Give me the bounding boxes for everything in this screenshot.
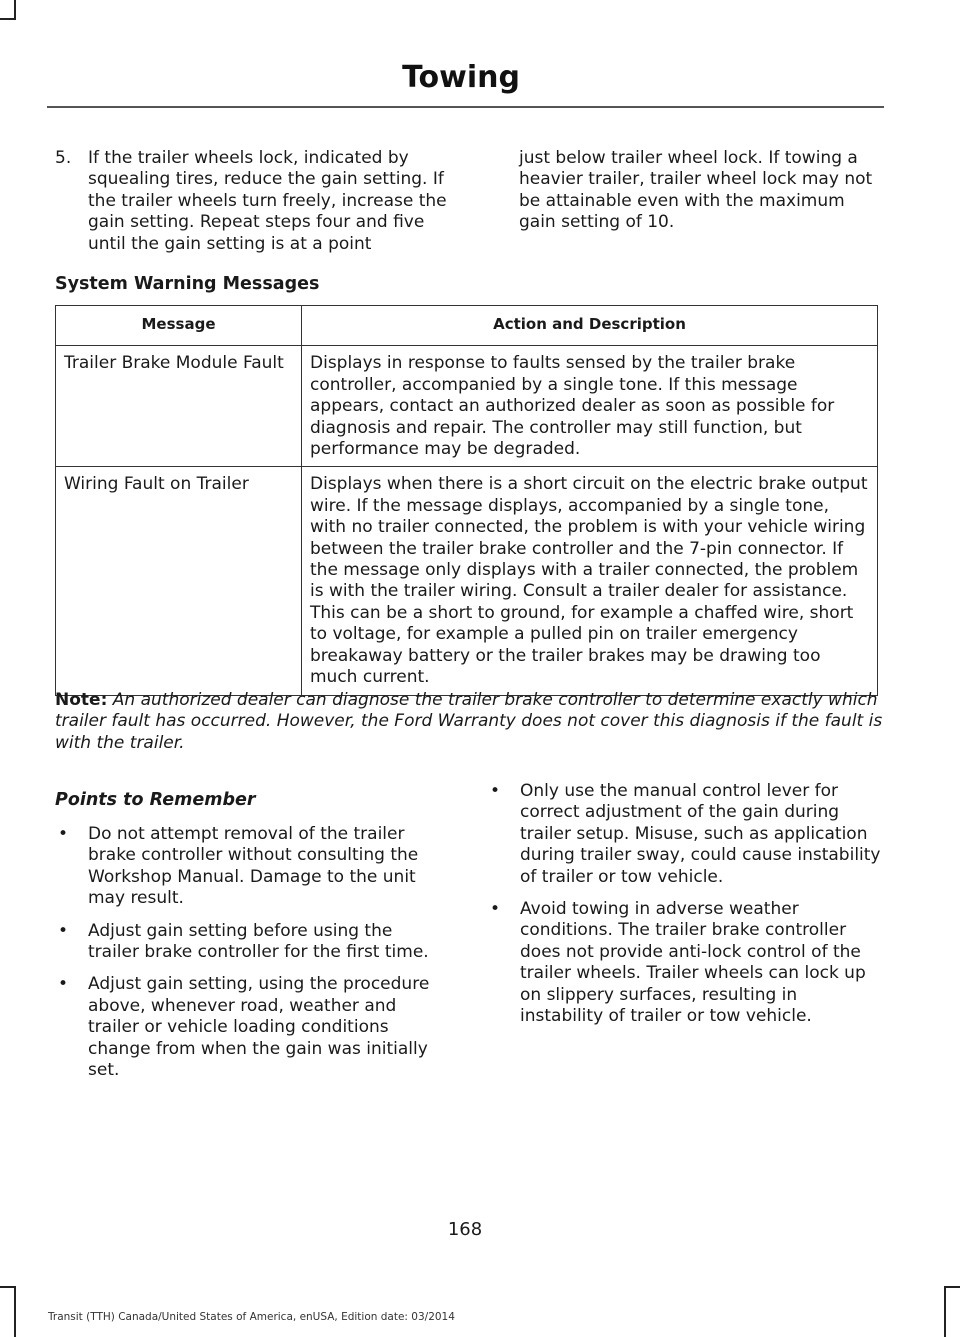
header-divider (47, 106, 884, 108)
description-cell: Displays in response to faults sensed by the trailer brake controller, accompanied by a single tone. If this message appears, contact an authorized dealer as soon as possible for diagnosis and repair. The controller may still function, but performance may be degraded. (302, 346, 878, 467)
list-item-text: Do not attempt removal of the trailer brake controller without consulting the Workshop Manual. Damage to the unit may result. (88, 824, 419, 909)
crop-mark-bottom-right (944, 1286, 960, 1288)
note (55, 690, 885, 754)
section-heading: System Warning Messages (55, 274, 320, 294)
list-item (55, 921, 447, 964)
step-5 (55, 148, 447, 255)
points-list-right (487, 781, 882, 1038)
edition-footer: Transit (TTH) Canada/United States of America, enUSA, Edition date: 03/2014 (48, 1311, 455, 1323)
crop-mark-bottom-left (14, 1286, 16, 1337)
table-row (56, 467, 878, 695)
note-text: An authorized dealer can diagnose the trailer brake controller to determine exactly which trailer fault has occurred. However, the Ford Warranty does not cover this diagnosis if the fault is with the trailer. (55, 690, 883, 753)
table-row (56, 346, 878, 467)
list-item-text: Avoid towing in adverse weather conditions. The trailer brake controller does not provide anti-lock control of the trailer wheels. Trailer wheels can lock up on slippery surfaces, resulting in instability of trailer or tow vehicle. (520, 899, 866, 1027)
step-5-continued: just below trailer wheel lock. If towing a heavier trailer, trailer wheel lock may not be attainable even with the maximum gain setting of 10. (519, 148, 873, 233)
crop-mark-top-left (14, 0, 16, 20)
list-item (487, 781, 882, 888)
warning-messages-table (55, 305, 878, 696)
page-title: Towing (402, 60, 520, 95)
list-item-text: Adjust gain setting before using the trailer brake controller for the first time. (88, 920, 429, 963)
points-list-left (55, 824, 447, 1092)
crop-mark-bottom-right (944, 1286, 946, 1337)
bullet-icon: • (490, 781, 501, 801)
list-item (487, 899, 882, 1027)
points-heading: Points to Remember (55, 790, 256, 810)
list-item (55, 974, 447, 1081)
list-item (55, 824, 447, 910)
column-header-message: Message (56, 306, 302, 346)
step-text: If the trailer wheels lock, indicated by squealing tires, reduce the gain setting. If the trailer wheels turn freely, increase the gain setting. Repeat steps four and five until the gain setting is at a point (88, 148, 447, 254)
bullet-icon: • (58, 824, 69, 844)
message-cell: Trailer Brake Module Fault (56, 346, 302, 467)
bullet-icon: • (490, 899, 501, 920)
bullet-icon: • (58, 920, 69, 941)
description-cell: Displays when there is a short circuit on the electric brake output wire. If the message displays, accompanied by a single tone, with no trailer connected, the problem is with your vehicle wiring between the trailer brake controller and the 7-pin connector. If the message only displays with a trailer connected, the problem is with the trailer wiring. Consult a trailer dealer for assistance. This can be a short to ground, for example a chaffed wire, short to voltage, for example a pulled pin on trailer emergency breakaway battery or the trailer brakes may be drawing too much current. (302, 467, 878, 695)
page-number: 168 (447, 1219, 483, 1240)
message-cell: Wiring Fault on Trailer (56, 467, 302, 695)
crop-mark-top-left (0, 18, 16, 20)
table-header-row (56, 306, 878, 346)
column-header-description: Action and Description (302, 306, 878, 346)
bullet-icon: • (58, 974, 69, 995)
step-number: 5. (55, 148, 72, 168)
list-item-text: Only use the manual control lever for correct adjustment of the gain during trailer setup. Misuse, such as application during trailer sway, could cause instability of trailer or tow vehicle. (520, 781, 881, 887)
note-label: Note: (55, 690, 108, 710)
crop-mark-bottom-left (0, 1286, 16, 1288)
list-item-text: Adjust gain setting, using the procedure above, whenever road, weather and trailer or vehicle loading conditions change from when the gain was initially set. (88, 974, 430, 1081)
